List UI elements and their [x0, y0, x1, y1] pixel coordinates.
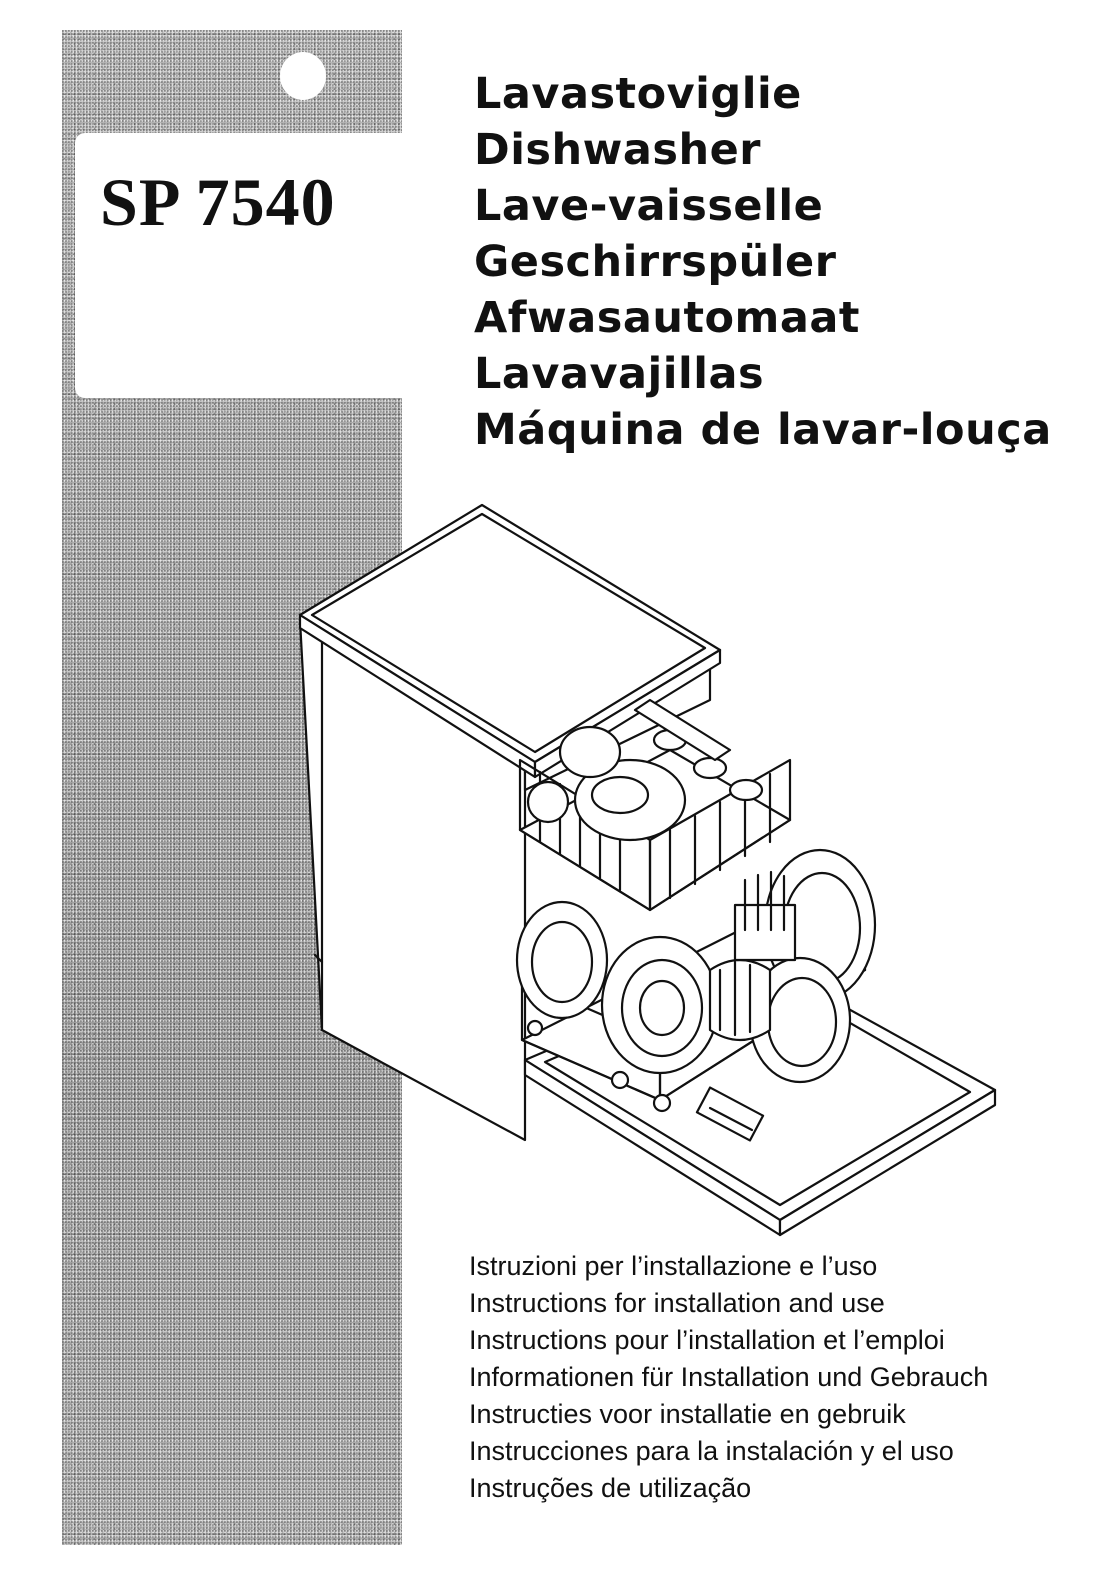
title-english: Dishwasher [474, 125, 761, 175]
instructions-english: Instructions for installation and use [469, 1288, 885, 1318]
instructions-spanish: Instrucciones para la instalación y el uso [469, 1436, 954, 1466]
instructions-dutch: Instructies voor installatie en gebruik [469, 1399, 906, 1429]
title-spanish: Lavavajillas [474, 349, 765, 399]
instructions-german: Informationen für Installation und Gebrauch [469, 1362, 989, 1392]
instructions-italian: Istruzioni per l’installazione e l’uso [469, 1251, 878, 1281]
punched-hole [280, 52, 326, 100]
product-title-list [474, 66, 1052, 458]
title-german: Geschirrspüler [474, 237, 837, 287]
title-french: Lave-vaisselle [474, 181, 824, 231]
model-number: SP 7540 [100, 164, 336, 240]
instructions-french: Instructions pour l’installation et l’emploi [469, 1325, 945, 1355]
title-italian: Lavastoviglie [474, 69, 802, 119]
instructions-list [469, 1248, 988, 1507]
title-portuguese: Máquina de lavar-louça [474, 405, 1052, 455]
title-dutch: Afwasautomaat [474, 293, 860, 343]
dishwasher-illustration [290, 500, 1010, 1240]
instructions-portuguese: Instruções de utilização [469, 1473, 752, 1503]
